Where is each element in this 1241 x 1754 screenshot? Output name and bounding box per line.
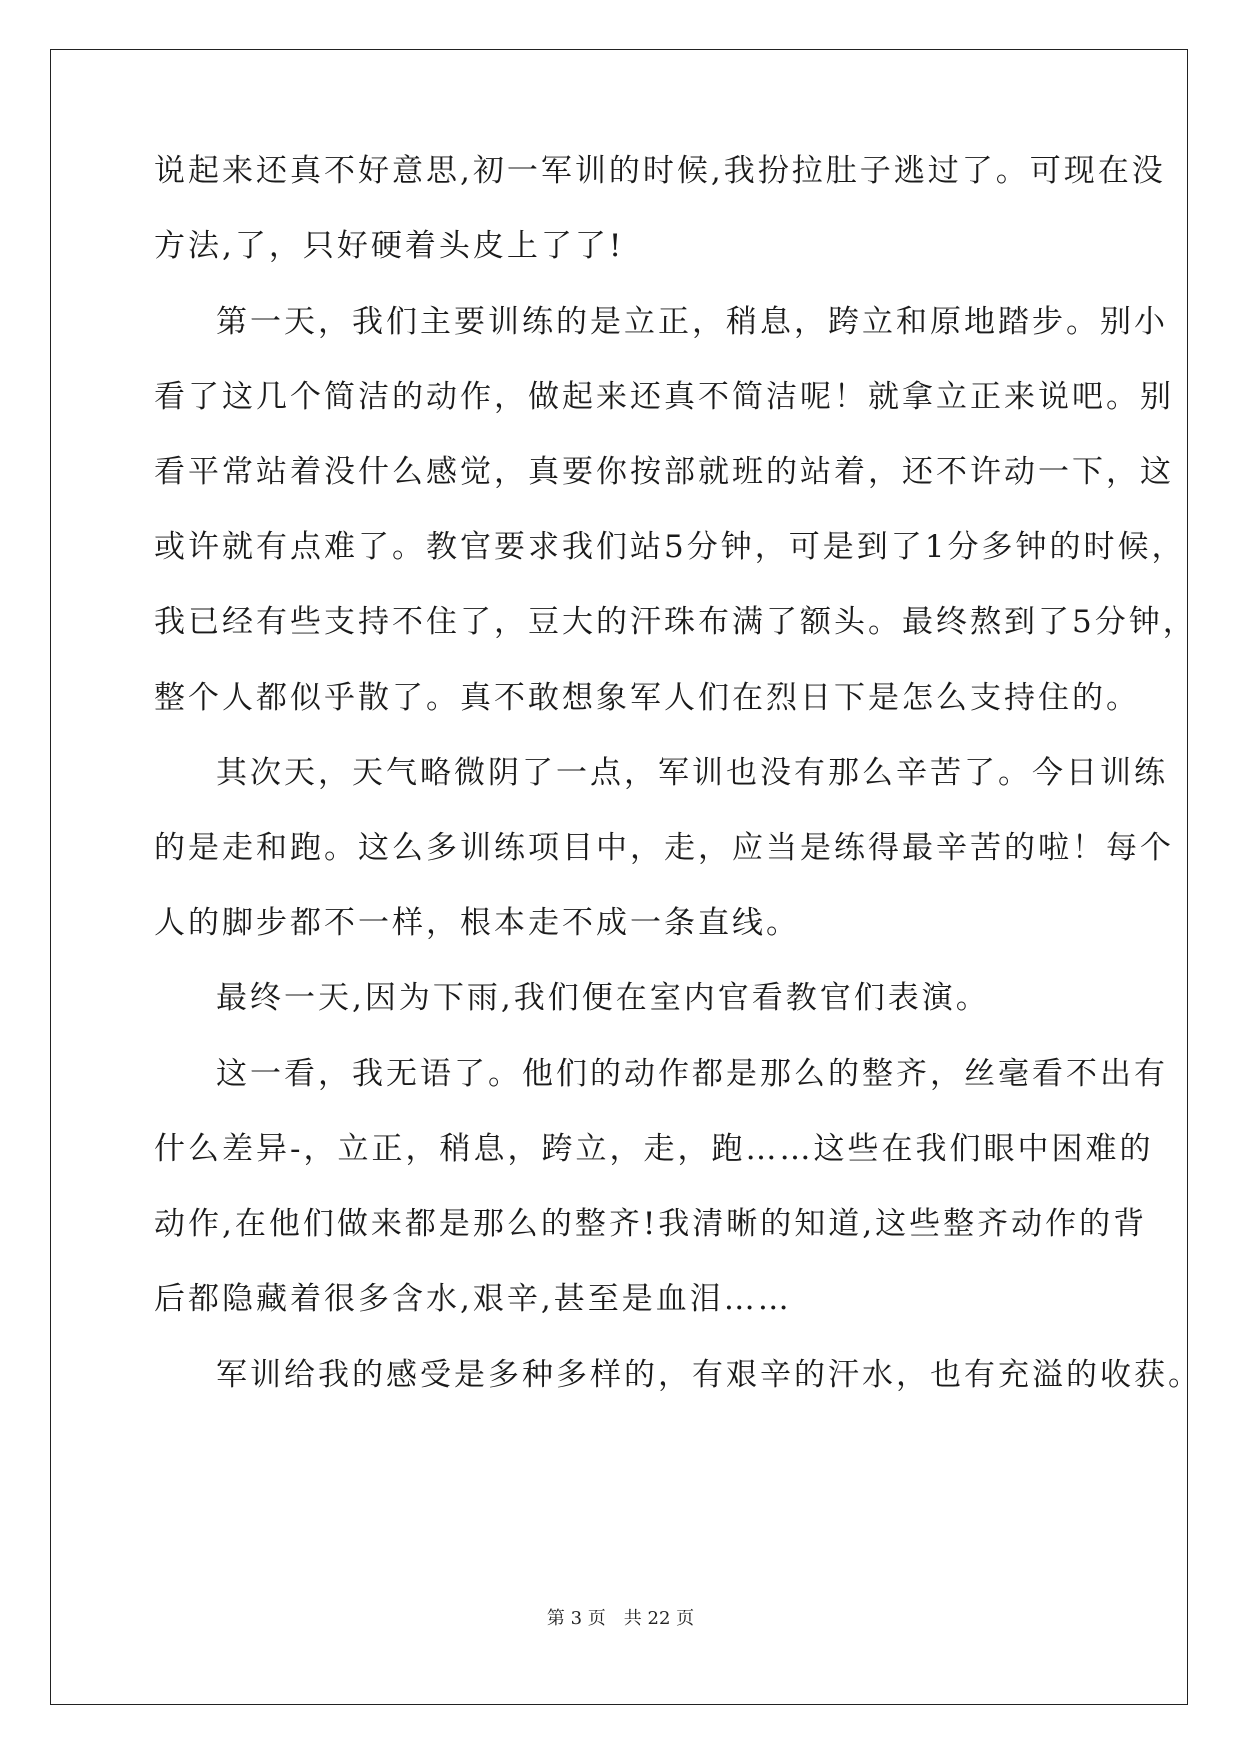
paragraph-2-line-4: 或许就有点难了。教官要求我们站5分钟，可是到了1分多钟的时候， [154, 529, 1186, 565]
paragraph-5-line-2: 什么差异-，立正，稍息，跨立，走，跑……这些在我们眼中困难的 [154, 1131, 1154, 1167]
paragraph-1-line-2: 方法,了，只好硬着头皮上了了! [154, 228, 625, 264]
page-footer: 第 3 页 共 22 页 [546, 1608, 695, 1629]
paragraph-5-line-4: 后都隐藏着很多含水,艰辛,甚至是血泪…… [154, 1281, 792, 1317]
paragraph-2-line-6: 整个人都似乎散了。真不敢想象军人们在烈日下是怎么支持住的。 [154, 680, 1140, 716]
paragraph-2-line-3: 看平常站着没什么感觉，真要你按部就班的站着，还不许动一下，这 [154, 454, 1174, 490]
paragraph-3-line-1: 其次天，天气略微阴了一点，军训也没有那么辛苦了。今日训练 [216, 755, 1168, 791]
paragraph-6-line-1: 军训给我的感受是多种多样的，有艰辛的汗水，也有充溢的收获。 [216, 1357, 1202, 1393]
paragraph-5-line-3: 动作,在他们做来都是那么的整齐!我清晰的知道,这些整齐动作的背 [154, 1206, 1148, 1242]
paragraph-2-line-2: 看了这几个简洁的动作，做起来还真不简洁呢！就拿立正来说吧。别 [154, 379, 1174, 415]
paragraph-3-line-2: 的是走和跑。这么多训练项目中，走，应当是练得最辛苦的啦！每个 [154, 830, 1174, 866]
paragraph-4-line-1: 最终一天,因为下雨,我们便在室内官看教官们表演。 [216, 980, 990, 1016]
paragraph-1-line-1: 说起来还真不好意思,初一军训的时候,我扮拉肚子逃过了。可现在没 [154, 153, 1166, 189]
paragraph-3-line-3: 人的脚步都不一样，根本走不成一条直线。 [154, 905, 800, 941]
paragraph-5-line-1: 这一看，我无语了。他们的动作都是那么的整齐，丝毫看不出有 [216, 1056, 1168, 1092]
paragraph-2-line-5: 我已经有些支持不住了，豆大的汗珠布满了额头。最终熬到了5分钟， [154, 604, 1197, 640]
paragraph-2-line-1: 第一天，我们主要训练的是立正，稍息，跨立和原地踏步。别小 [216, 304, 1168, 340]
